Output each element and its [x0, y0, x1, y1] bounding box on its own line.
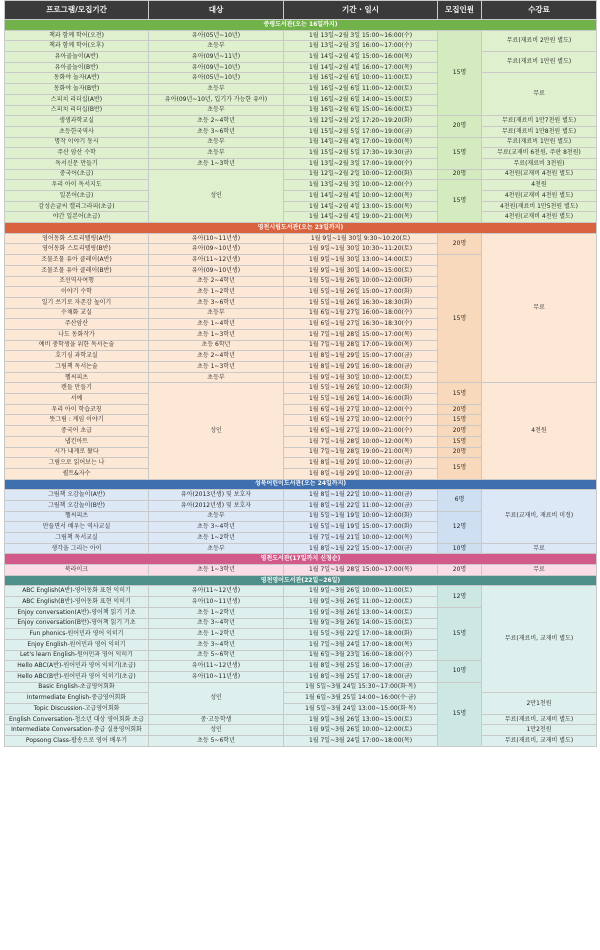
fee-cell: 무료(교재비 6천원, 주판 8천원) [482, 148, 597, 159]
program-cell: 만들면서 배우는 역사교실 [5, 522, 149, 533]
fee-cell: 무료(재료비 1만8천원 별도) [482, 126, 597, 137]
target-cell: 중·고등학생 [149, 714, 284, 725]
program-cell: 퀼트&자수 [5, 468, 149, 479]
period-cell: 1월 8일~1월 29일 10:00~12:00(금) [284, 458, 438, 469]
period-cell: 1월 6일~1월 27일 10:00~12:00(수) [284, 415, 438, 426]
program-cell: 일기 쓰기로 자존감 높이기 [5, 297, 149, 308]
target-cell: 유아(09~10년생) [149, 244, 284, 255]
header-fee: 수강료 [482, 1, 597, 20]
capacity-cell: 12명 [438, 511, 482, 543]
program-cell: 주산 암산 수학 [5, 148, 149, 159]
section-title: 영천영어도서관(22일~26일) [5, 575, 597, 586]
program-cell: Intermediate English-중급영어회화 [5, 693, 149, 704]
target-cell: 성인 [149, 682, 284, 714]
section-header-row [5, 575, 597, 586]
period-cell: 1월 6일~1월 27일 19:00~21:00(수) [284, 426, 438, 437]
period-cell: 1월 8일~1월 22일 11:00~12:00(금) [284, 500, 438, 511]
section-header-row [5, 223, 597, 234]
table-row [5, 490, 597, 501]
period-cell: 1월 8일~1월 29일 10:00~12:00(금) [284, 468, 438, 479]
program-cell: 우리 아이 학습코칭 [5, 404, 149, 415]
program-cell: English Conversation-청소년 대상 영어회화 초급 [5, 714, 149, 725]
program-cell: Hello ABC(B반)-원어민과 영어 익히기(초급) [5, 671, 149, 682]
program-cell: 중국어 초급 [5, 426, 149, 437]
period-cell: 1월 7일~1월 21일 10:00~12:00(목) [284, 533, 438, 544]
target-cell: 유아(05년~10년) [149, 73, 284, 84]
target-cell: 초등부 [149, 148, 284, 159]
target-cell: 유아(10~11년생) [149, 597, 284, 608]
period-cell: 1월 5일~1월 26일 14:00~16:00(화) [284, 394, 438, 405]
program-cell: Fun phonics-원어민과 영어 익히기 [5, 629, 149, 640]
period-cell: 1월 7일~1월 28일 10:00~12:00(목) [284, 436, 438, 447]
program-cell: 예비 중학생을 위한 독서논술 [5, 340, 149, 351]
period-cell: 1월 5일~1월 26일 10:00~12:00(화) [284, 383, 438, 394]
program-cell: 서예 [5, 394, 149, 405]
period-cell: 1월 9일~1월 30일 14:00~15:00(토) [284, 265, 438, 276]
program-cell: 헬씨피츠 [5, 511, 149, 522]
period-cell: 1월 14일~2월 4일 15:00~16:00(목) [284, 52, 438, 63]
target-cell: 초등 3~4학년 [149, 618, 284, 629]
target-cell: 초등 1~2학년 [149, 629, 284, 640]
period-cell: 1월 14일~2월 4일 10:00~12:00(목) [284, 191, 438, 202]
target-cell: 초등 2~4학년 [149, 276, 284, 287]
program-cell: 명작 이야기 동시 [5, 137, 149, 148]
period-cell: 1월 7일~1월 28일 17:00~19:00(목) [284, 340, 438, 351]
target-cell: 초등 3~4학년 [149, 522, 284, 533]
table-row [5, 52, 597, 63]
fee-cell: 무료(재료비 1만7천원 별도) [482, 116, 597, 127]
fee-cell: 무료(재료비 3천원) [482, 158, 597, 169]
capacity-cell: 10명 [438, 661, 482, 682]
program-cell: Enjoy conversation(A반)-영어책 읽기 기초 [5, 607, 149, 618]
target-cell: 유아(10~11년생) [149, 233, 284, 244]
period-cell: 1월 7일~1월 28일 15:00~17:00(목) [284, 329, 438, 340]
target-cell: 초등부 [149, 511, 284, 522]
period-cell: 1월 12일~2월 2일 10:00~12:00(화) [284, 169, 438, 180]
period-cell: 1월 9일~1월 30일 10:00~12:00(토) [284, 372, 438, 383]
target-cell: 초등 3~6학년 [149, 126, 284, 137]
program-cell: ABC English(A반)-영어동화 표현 익히기 [5, 586, 149, 597]
fee-cell: 무료 [482, 73, 597, 116]
period-cell: 1월 9일~3월 26일 13:00~14:00(토) [284, 607, 438, 618]
target-cell: 유아(10~11년생) [149, 671, 284, 682]
program-cell: Enjoy English-원어민과 영어 익히기 [5, 639, 149, 650]
table-row [5, 233, 597, 244]
fee-cell: 무료(재료비, 교재비 별도) [482, 736, 597, 747]
fee-cell: 무료 [482, 233, 597, 383]
section-header-row [5, 554, 597, 565]
program-cell: 헬씨피츠 [5, 372, 149, 383]
table-row [5, 212, 597, 223]
section-title: 영천도서관(17일까지 신청순) [5, 554, 597, 565]
period-cell: 1월 13일~2월 3일 16:00~17:00(수) [284, 41, 438, 52]
program-cell: 그림책 독서논술 [5, 362, 149, 373]
target-cell: 초등부 [149, 105, 284, 116]
program-cell: 스피치 리더십(A반) [5, 94, 149, 105]
table-row [5, 191, 597, 202]
period-cell: 1월 13일~2월 3일 15:00~16:00(수) [284, 30, 438, 41]
period-cell: 1월 8일~1월 22일 10:00~11:00(금) [284, 490, 438, 501]
program-cell: 중국어(초급) [5, 169, 149, 180]
target-cell: 초등 6학년 [149, 340, 284, 351]
program-cell: Intermediate Conversation-중급 실용영어회화 [5, 725, 149, 736]
program-cell: 조물조물 유아 클레이(B반) [5, 265, 149, 276]
period-cell: 1월 5일~1월 19일 10:00~12:00(화) [284, 511, 438, 522]
capacity-cell: 20명 [438, 404, 482, 415]
table-row [5, 158, 597, 169]
fee-cell: 무료 [482, 565, 597, 576]
section-header-row [5, 20, 597, 31]
program-cell: 스피치 리더십(B반) [5, 105, 149, 116]
period-cell: 1월 16일~2월 6일 14:00~15:00(토) [284, 94, 438, 105]
program-cell: Basic English-초급영어회화 [5, 682, 149, 693]
fee-cell: 무료(교재비, 재료비 미정) [482, 490, 597, 543]
target-cell: 초등 1~2학년 [149, 607, 284, 618]
capacity-cell: 15명 [438, 607, 482, 660]
capacity-cell: 6명 [438, 490, 482, 511]
capacity-cell: 15명 [438, 415, 482, 426]
fee-cell: 무료(재료비, 교재비 별도) [482, 714, 597, 725]
program-cell: Topic Discussion-고급영어회화 [5, 704, 149, 715]
header-capacity: 모집인원 [438, 1, 482, 20]
target-cell: 초등 5~6학년 [149, 736, 284, 747]
program-cell: 주산암산 [5, 319, 149, 330]
program-cell: 그림책 오감놀이(A반) [5, 490, 149, 501]
period-cell: 1월 7일~1월 28일 19:00~21:00(목) [284, 447, 438, 458]
fee-cell: 4천원 [482, 180, 597, 191]
capacity-cell: 20명 [438, 116, 482, 137]
period-cell: 1월 9일~1월 30일 13:00~14:00(토) [284, 255, 438, 266]
capacity-cell: 20명 [438, 169, 482, 180]
target-cell: 초등부 [149, 41, 284, 52]
program-cell: 냅킨아트 [5, 436, 149, 447]
target-cell: 초등 2~4학년 [149, 351, 284, 362]
period-cell: 1월 7일~1월 28일 15:00~17:00(목) [284, 565, 438, 576]
section-title: 성북어린이도서관(오는 24일까지) [5, 479, 597, 490]
period-cell: 1월 5일~1월 26일 15:00~17:00(화) [284, 287, 438, 298]
capacity-cell: 15명 [438, 255, 482, 383]
target-cell: 유아(09~10년생) [149, 265, 284, 276]
capacity-cell: 15명 [438, 436, 482, 447]
period-cell: 1월 9일~3월 26일 13:00~15:00(토) [284, 714, 438, 725]
program-cell: 그림책 독서교실 [5, 533, 149, 544]
target-cell: 유아(09년~10년, 입기가 가능한 유아) [149, 94, 284, 105]
header-program: 프로그램/모집기간 [5, 1, 149, 20]
program-cell: 영어동화 스토리텔링(B반) [5, 244, 149, 255]
table-row [5, 383, 597, 394]
program-cell: Popsong Class-팝송으로 영어 배우기 [5, 736, 149, 747]
table-row [5, 137, 597, 148]
table-row [5, 180, 597, 191]
program-cell: 감성손글씨 캘리그라피(초급) [5, 201, 149, 212]
program-cell: 나도 동화작가 [5, 329, 149, 340]
program-cell: 호기심 과학교실 [5, 351, 149, 362]
period-cell: 1월 9일~3월 26일 14:00~15:00(토) [284, 618, 438, 629]
fee-cell: 무료 [482, 543, 597, 554]
period-cell: 1월 9일~1월 30일 9:30~10:20(토) [284, 233, 438, 244]
period-cell: 1월 6일~3월 25일 14:00~16:00(수·금) [284, 693, 438, 704]
period-cell: 1월 6일~1월 27일 16:30~18:30(수) [284, 319, 438, 330]
program-cell: 북라이크 [5, 565, 149, 576]
target-cell: 초등 1~4학년 [149, 319, 284, 330]
period-cell: 1월 13일~2월 3일 10:00~12:00(수) [284, 180, 438, 191]
table-row [5, 543, 597, 554]
target-cell: 초등 5~6학년 [149, 650, 284, 661]
period-cell: 1월 12일~2월 2일 17:20~19:20(화) [284, 116, 438, 127]
program-cell: 수채화 교실 [5, 308, 149, 319]
target-cell: 초등 2~4학년 [149, 116, 284, 127]
period-cell: 1월 7일~3월 24일 17:00~18:00(목) [284, 639, 438, 650]
period-cell: 1월 7일~3월 24일 17:00~18:00(목) [284, 736, 438, 747]
section-header-row [5, 479, 597, 490]
target-cell: 유아(09년~10년) [149, 62, 284, 73]
program-cell: 야간 일본어(초급) [5, 212, 149, 223]
program-cell: 생각을 그리는 아이 [5, 543, 149, 554]
period-cell: 1월 5일~3월 24일 15:30~17:00(화·목) [284, 682, 438, 693]
period-cell: 1월 9일~3월 26일 10:00~11:00(토) [284, 586, 438, 597]
fee-cell: 1만2천원 [482, 725, 597, 736]
capacity-cell: 15명 [438, 458, 482, 479]
capacity-cell: 15명 [438, 30, 482, 116]
target-cell: 초등 1~3학년 [149, 362, 284, 373]
program-schedule-table [4, 0, 597, 747]
header-target: 대상 [149, 1, 284, 20]
capacity-cell: 12명 [438, 586, 482, 607]
target-cell: 유아(11~12년생) [149, 661, 284, 672]
table-row [5, 714, 597, 725]
period-cell: 1월 6일~3월 23일 16:00~18:00(수) [284, 650, 438, 661]
program-cell: 조물조물 유아 클레이(A반) [5, 255, 149, 266]
target-cell: 초등 3~4학년 [149, 639, 284, 650]
period-cell: 1월 13일~2월 3일 17:00~19:00(수) [284, 158, 438, 169]
table-row [5, 725, 597, 736]
program-cell: 유아골놀이(B반) [5, 62, 149, 73]
fee-cell: 4천원 [482, 383, 597, 479]
period-cell: 1월 16일~2월 6일 15:00~16:00(토) [284, 105, 438, 116]
target-cell: 유아(09년~11년) [149, 52, 284, 63]
period-cell: 1월 6일~1월 27일 10:00~12:00(수) [284, 404, 438, 415]
program-cell: Enjoy conversation(B반)-영어책 읽기 기초 [5, 618, 149, 629]
program-cell: ABC English(B반)-영어동화 표현 익히기 [5, 597, 149, 608]
target-cell: 초등 1~3학년 [149, 565, 284, 576]
target-cell: 유아(05년~10년) [149, 30, 284, 41]
target-cell: 초등 1~2학년 [149, 533, 284, 544]
table-row [5, 126, 597, 137]
period-cell: 1월 5일~3월 22일 17:00~18:00(화) [284, 629, 438, 640]
target-cell: 성인 [149, 725, 284, 736]
target-cell: 초등부 [149, 84, 284, 95]
fee-cell: 무료(재료비, 교재비 별도) [482, 586, 597, 693]
target-cell: 유아(2013년생) 및 보호자 [149, 490, 284, 501]
capacity-cell: 10명 [438, 543, 482, 554]
capacity-cell: 20명 [438, 447, 482, 458]
target-cell: 초등부 [149, 543, 284, 554]
program-cell: 그림으로 읽어보는 나 [5, 458, 149, 469]
period-cell: 1월 8일~3월 25일 16:00~17:00(금) [284, 661, 438, 672]
program-cell: 영어동화 스토리텔링(A반) [5, 233, 149, 244]
header-period: 기간 · 일시 [284, 1, 438, 20]
program-cell: 우리 아이 독서지도 [5, 180, 149, 191]
program-cell: 뜻그림 : 게임 이야기 [5, 415, 149, 426]
period-cell: 1월 9일~3월 26일 11:00~12:00(토) [284, 597, 438, 608]
program-cell: 책과 함께 학어(오전) [5, 30, 149, 41]
fee-cell: 4천원(교재비 4천원 별도) [482, 169, 597, 180]
program-cell: 초등한국역사 [5, 126, 149, 137]
target-cell: 초등 1~2학년 [149, 287, 284, 298]
table-row [5, 693, 597, 704]
table-row [5, 736, 597, 747]
table-row [5, 73, 597, 84]
fee-cell: 2만1천원 [482, 693, 597, 714]
program-table-container [4, 0, 596, 747]
period-cell: 1월 9일~1월 30일 10:30~11:20(토) [284, 244, 438, 255]
program-cell: 유아골놀이(A반) [5, 52, 149, 63]
table-row [5, 148, 597, 159]
table-header-row [5, 1, 597, 20]
table-row [5, 201, 597, 212]
program-cell: 독서신문 만들기 [5, 158, 149, 169]
target-cell: 성인 [149, 383, 284, 479]
program-cell: Hello ABC(A반)-원어민과 영어 익히기(초급) [5, 661, 149, 672]
period-cell: 1월 5일~1월 19일 15:00~17:00(화) [284, 522, 438, 533]
target-cell: 초등부 [149, 137, 284, 148]
period-cell: 1월 14일~2월 4일 17:00~19:00(목) [284, 137, 438, 148]
period-cell: 1월 16일~2월 6일 10:00~11:00(토) [284, 73, 438, 84]
program-cell: 시가 내게로 왔다 [5, 447, 149, 458]
period-cell: 1월 5일~1월 26일 16:30~18:30(화) [284, 297, 438, 308]
program-cell: 이야기 수학 [5, 287, 149, 298]
program-cell: 조선역사여행 [5, 276, 149, 287]
fee-cell: 무료(재료비 2만원 별도) [482, 30, 597, 51]
fee-cell: 4천원(교재비 4천원 별도) [482, 191, 597, 202]
target-cell: 유아(11~12년생) [149, 586, 284, 597]
target-cell: 초등 1~3학년 [149, 329, 284, 340]
period-cell: 1월 14일~2월 4일 19:00~21:00(목) [284, 212, 438, 223]
capacity-cell: 15명 [438, 383, 482, 404]
capacity-cell: 15명 [438, 682, 482, 746]
table-row [5, 586, 597, 597]
period-cell: 1월 5일~1월 26일 10:00~12:00(화) [284, 276, 438, 287]
period-cell: 1월 8일~1월 29일 16:00~18:00(금) [284, 362, 438, 373]
table-row [5, 30, 597, 41]
capacity-cell: 20명 [438, 426, 482, 437]
period-cell: 1월 8일~1월 22일 15:00~17:00(금) [284, 543, 438, 554]
fee-cell: 무료(재료비 1만원 별도) [482, 137, 597, 148]
program-cell: 캔들 만들기 [5, 383, 149, 394]
target-cell: 성인 [149, 169, 284, 222]
period-cell: 1월 6일~1월 27일 16:00~18:00(수) [284, 308, 438, 319]
period-cell: 1월 8일~1월 29일 15:00~17:00(금) [284, 351, 438, 362]
program-cell: 생생과학교실 [5, 116, 149, 127]
section-title: 영천시립도서관(오는 23일까지) [5, 223, 597, 234]
capacity-cell: 20명 [438, 565, 482, 576]
period-cell: 1월 14일~2월 4일 16:00~17:00(목) [284, 62, 438, 73]
table-row [5, 565, 597, 576]
period-cell: 1월 5일~3월 24일 13:00~15:00(화·목) [284, 704, 438, 715]
period-cell: 1월 15일~2월 5일 17:00~19:00(금) [284, 126, 438, 137]
target-cell: 초등부 [149, 308, 284, 319]
program-cell: 동화야 놀자(A반) [5, 73, 149, 84]
capacity-cell: 15명 [438, 180, 482, 223]
program-cell: 일본어(초급) [5, 191, 149, 202]
period-cell: 1월 14일~2월 4일 13:00~15:00(목) [284, 201, 438, 212]
target-cell: 초등부 [149, 372, 284, 383]
program-cell: 책과 함께 학어(오후) [5, 41, 149, 52]
fee-cell: 무료(재료비 1만원 별도) [482, 52, 597, 73]
period-cell: 1월 8일~3월 25일 17:00~18:00(금) [284, 671, 438, 682]
target-cell: 유아(11~12년생) [149, 255, 284, 266]
target-cell: 초등 3~6학년 [149, 297, 284, 308]
program-cell: 동화야 놀자(B반) [5, 84, 149, 95]
program-cell: 그림책 오감놀이(B반) [5, 500, 149, 511]
period-cell: 1월 15일~2월 5일 17:30~19:30(금) [284, 148, 438, 159]
table-row [5, 169, 597, 180]
capacity-cell: 20명 [438, 233, 482, 254]
fee-cell: 4천원(교재비 4천원 별도) [482, 212, 597, 223]
section-title: 증평도서관(오는 16일까지) [5, 20, 597, 31]
period-cell: 1월 9일~3월 26일 10:00~12:00(토) [284, 725, 438, 736]
fee-cell: 4천원(재료비 1만5천원 별도) [482, 201, 597, 212]
capacity-cell: 15명 [438, 137, 482, 169]
table-row [5, 116, 597, 127]
program-cell: Let's learn English-원어민과 영어 익히기 [5, 650, 149, 661]
target-cell: 초등 1~3학년 [149, 158, 284, 169]
period-cell: 1월 16일~2월 6일 11:00~12:00(토) [284, 84, 438, 95]
target-cell: 유아(2012년생) 및 보호자 [149, 500, 284, 511]
